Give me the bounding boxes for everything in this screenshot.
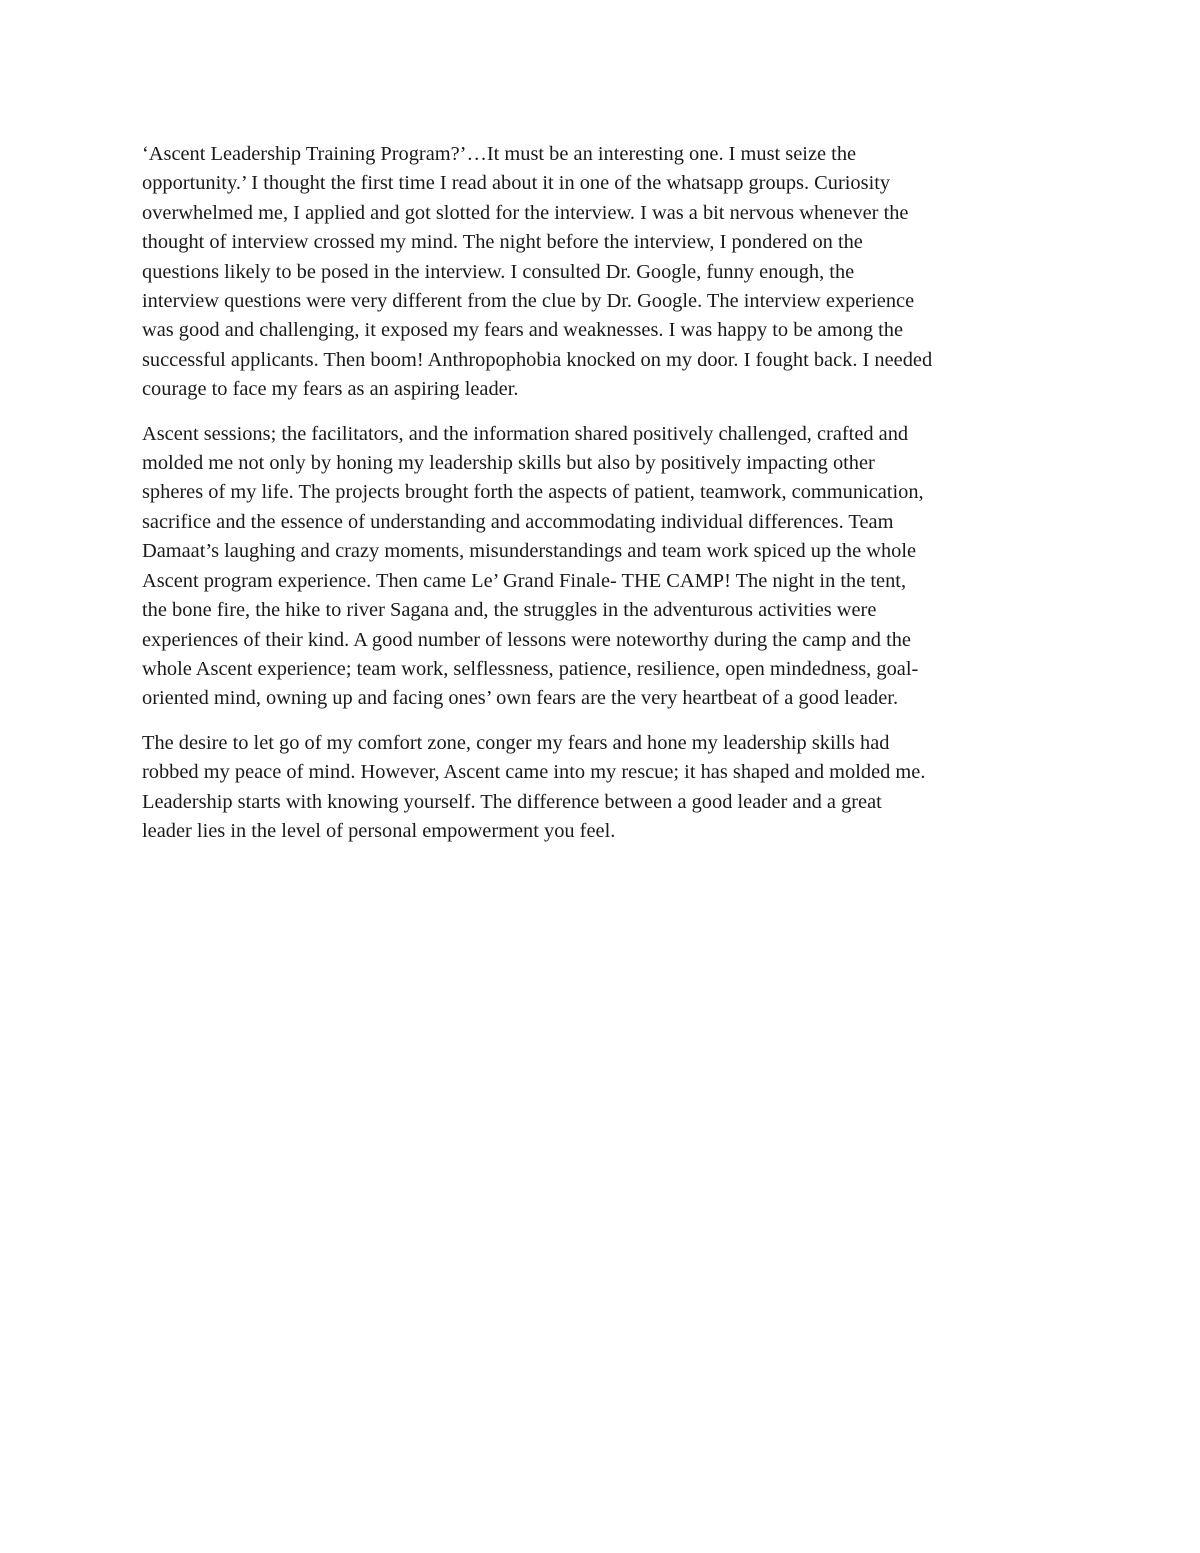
text-line: courage to face my fears as an aspiring leader.	[142, 378, 519, 401]
text-line: Leadership starts with knowing yourself. The difference between a good leader and a great	[142, 790, 882, 813]
paragraph-2	[142, 420, 1077, 714]
text-line: oriented mind, owning up and facing ones’ own fears are the very heartbeat of a good leader.	[142, 687, 899, 710]
text-line: successful applicants. Then boom! Anthropophobia knocked on my door. I fought back. I needed	[142, 348, 933, 371]
text-line: spheres of my life. The projects brought forth the aspects of patient, teamwork, communication,	[142, 481, 924, 504]
paragraph-3	[142, 729, 1077, 847]
text-line: was good and challenging, it exposed my fears and weaknesses. I was happy to be among the	[142, 319, 904, 342]
text-line: experiences of their kind. A good number of lessons were noteworthy during the camp and the	[142, 628, 911, 651]
text-line: Damaat’s laughing and crazy moments, misunderstandings and team work spiced up the whole	[142, 540, 917, 563]
text-line: Ascent program experience. Then came Le’ Grand Finale- THE CAMP! The night in the tent,	[142, 569, 907, 592]
text-line: leader lies in the level of personal empowerment you feel.	[142, 819, 616, 842]
paragraph-1	[142, 140, 1077, 405]
text-line: The desire to let go of my comfort zone, conger my fears and hone my leadership skills had	[142, 731, 890, 754]
text-line: overwhelmed me, I applied and got slotted for the interview. I was a bit nervous whenever the	[142, 201, 909, 224]
text-line: thought of interview crossed my mind. The night before the interview, I pondered on the	[142, 231, 863, 254]
text-line: whole Ascent experience; team work, selflessness, patience, resilience, open mindedness, goal-	[142, 657, 919, 680]
text-line: robbed my peace of mind. However, Ascent came into my rescue; it has shaped and molded me.	[142, 761, 926, 784]
text-line: ‘Ascent Leadership Training Program?’…It must be an interesting one. I must seize the	[142, 143, 857, 165]
text-line: questions likely to be posed in the interview. I consulted Dr. Google, funny enough, the	[142, 260, 855, 283]
text-line: molded me not only by honing my leadership skills but also by positively impacting other	[142, 452, 875, 475]
text-line: the bone fire, the hike to river Sagana and, the struggles in the adventurous activities were	[142, 599, 877, 622]
document-body	[142, 140, 1077, 861]
text-line: interview questions were very different from the clue by Dr. Google. The interview experience	[142, 290, 915, 313]
text-line: sacrifice and the essence of understanding and accommodating individual differences. Team	[142, 510, 894, 533]
text-line: Ascent sessions; the facilitators, and the information shared positively challenged, crafted and	[142, 422, 909, 445]
text-line: opportunity.’ I thought the first time I read about it in one of the whatsapp groups. Curiosity	[142, 172, 891, 195]
